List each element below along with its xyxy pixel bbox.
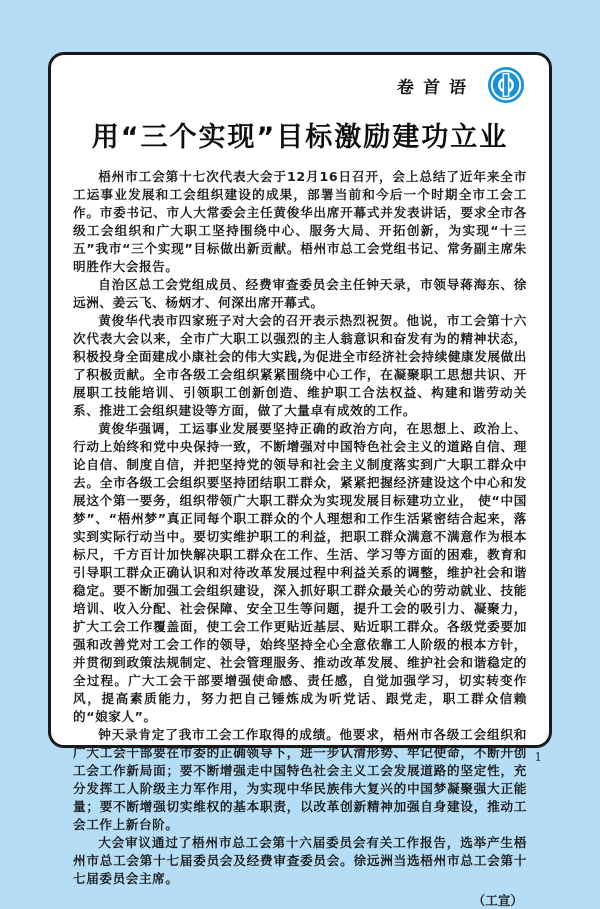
paragraph: 大会审议通过了梧州市总工会第十六届委员会有关工作报告，选举产生梧州市总工会第十七届委员会及经费审查委员会。徐远洲当选梧州市总工会第十七届委员会主席。 — [73, 835, 527, 886]
page-header — [73, 63, 525, 107]
union-logo-icon — [487, 66, 525, 104]
content-frame — [48, 52, 552, 908]
paragraph: 梧州市工会第十七次代表大会于12月16日召开，会上总结了近年来全市工运事业发展和工会组织建设的成果，部署当前和今后一个时期全市工会工作。市委书记、市人大常委会主任黄俊华出席开幕式并发表讲话，要求全市各级工会组织和广大职工坚持围绕中心、服务大局、开拓创新，为实现“十三五”我市“三个实现”目标做出新贡献。梧州市总工会党组书记、常务副主席朱明胜作大会报告。 — [73, 169, 527, 274]
paragraph: 黄俊华代表市四家班子对大会的召开表示热烈祝贺。他说，市工会第十六次代表大会以来，全市广大职工以强烈的主人翁意识和奋发有为的精神状态，积极投身全面建成小康社会的伟大实践,为促进全市经济社会持续健康发展做出了积极贡献。全市各级工会组织紧紧围绕中心工作，在凝聚职工思想共识、开展职工技能培训、引领职工创新创造、维护职工合法权益、构建和谐劳动关系、推进工会组织建设等方面，做了大量卓有成效的工作。 — [73, 313, 527, 418]
page-number: 1 — [534, 750, 542, 764]
paragraph: 自治区总工会党组成员、经费审查委员会主任钟天录，市领导蒋海东、徐远洲、姜云飞、杨炳才、何深出席开幕式。 — [73, 277, 527, 310]
byline: （工宣） — [472, 893, 523, 908]
paragraph: 黄俊华强调，工运事业发展要坚持正确的政治方向，在思想上、政治上、行动上始终和党中央保持一致，不断增强对中国特色社会主义的道路自信、理论自信、制度自信，并把坚持党的领导和社会主义制度落实到广大职工群众中去。全市各级工会组织要坚持团结职工群众，紧紧把握经济建设这个中心和发展这个第一要务，组织带领广大职工群众为实现发展目标建功立业， 使“中国梦”、“梧州梦”真正同每个职工群众的个人理想和工作生活紧密结合起来，落实到实际行动当中。要切实维护职工的利益，把职工群众满意不满意作为根本标尺，千方百计加快解决职工群众在工作、生活、学习等方面的困难，教育和引导职工群众正确认识和对待改革发展过程中利益关系的调整，维护社会和谐稳定。要不断加强工会组织建设，深入抓好职工群众最关心的劳动就业、技能培训、收入分配、社会保障、安全卫生等问题，提升工会的吸引力、凝聚力，扩大工会工作覆盖面，使工会工作更贴近基层、贴近职工群众。各级党委要加强和改善党对工会工作的领导，始终坚持全心全意依靠工人阶级的根本方针，并贯彻到政策法规制定、社会管理服务、推动改革发展、维护社会和谐稳定的全过程。广大工会干部要增强使命感、责任感，自觉加强学习，切实转变作风，提高素质能力，努力把自己锤炼成为听党话、跟党走，职工群众信赖的“娘家人”。 — [73, 421, 527, 724]
article-title: 用“三个实现”目标激励建功立业 — [91, 122, 509, 153]
paragraph: 钟天录肯定了我市工会工作取得的成绩。他要求，梧州市各级工会组织和广大工会干部要在市委的正确领导下，进一步认清形势、牢记使命，不断开创工会工作新局面；要不断增强走中国特色社会主义工会发展道路的坚定性，充分发挥工人阶级主力军作用，为实现中华民族伟大复兴的中国梦凝聚强大正能量；要不断增强切实维权的基本职责，以改革创新精神加强自身建设，推动工会工作上新台阶。 — [73, 727, 527, 832]
section-label: 卷首语 — [396, 77, 476, 98]
article-body — [73, 168, 527, 888]
